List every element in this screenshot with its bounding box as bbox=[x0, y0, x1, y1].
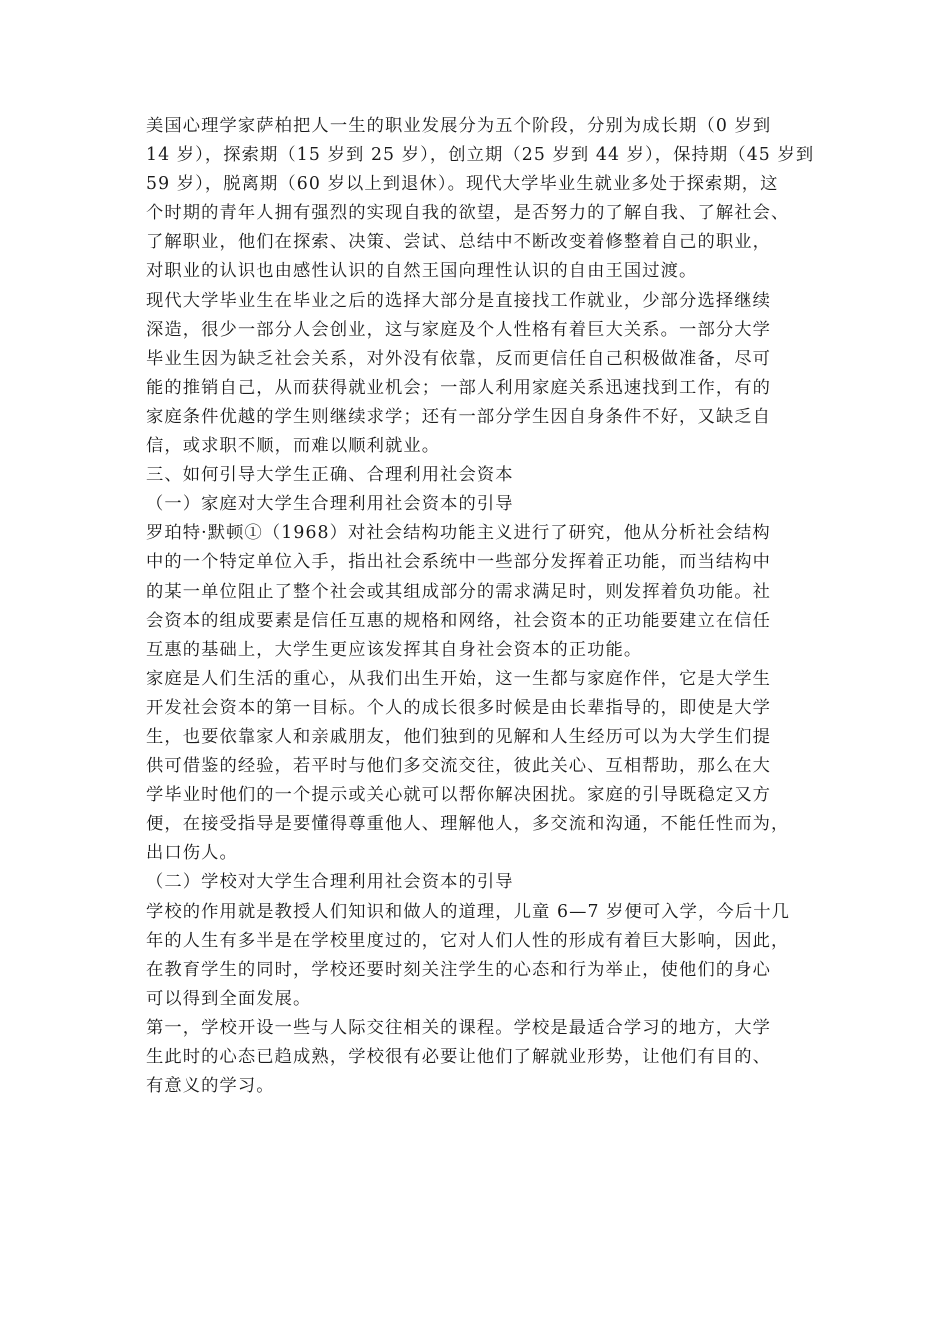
text-line: 14 岁），探索期（15 岁到 25 岁），创立期（25 岁到 44 岁），保持期（45 岁到 bbox=[146, 145, 815, 166]
text-line: 个时期的青年人拥有强烈的实现自我的欲望，是否努力的了解自我、了解社会、 bbox=[146, 203, 790, 224]
text-line: 了解职业，他们在探索、决策、尝试、总结中不断改变着修整着自己的职业， bbox=[146, 232, 771, 253]
text-line: 对职业的认识也由感性认识的自然王国向理性认识的自由王国过渡。 bbox=[146, 261, 698, 282]
document-page bbox=[146, 112, 816, 1101]
text-line: 有意义的学习。 bbox=[146, 1076, 275, 1097]
text-line: 出口伤人。 bbox=[146, 843, 238, 864]
text-line: 学校的作用就是教授人们知识和做人的道理，儿童 6—7 岁便可入学，今后十几 bbox=[146, 901, 790, 922]
text-line: 深造，很少一部分人会创业，这与家庭及个人性格有着巨大关系。一部分大学 bbox=[146, 319, 771, 340]
text-line: 信，或求职不顺，而难以顺利就业。 bbox=[146, 436, 441, 457]
text-line: 美国心理学家萨柏把人一生的职业发展分为五个阶段，分别为成长期（0 岁到 bbox=[146, 116, 772, 136]
text-line: 现代大学毕业生在毕业之后的选择大部分是直接找工作就业，少部分选择继续 bbox=[146, 290, 771, 311]
section-heading: 三、如何引导大学生正确、合理利用社会资本 bbox=[146, 465, 514, 486]
subsection-heading: （一）家庭对大学生合理利用社会资本的引导 bbox=[146, 494, 514, 515]
text-line: 毕业生因为缺乏社会关系，对外没有依靠，反而更信任自己积极做准备，尽可 bbox=[146, 348, 771, 369]
text-line: 会资本的组成要素是信任互惠的规格和网络，社会资本的正功能要建立在信任 bbox=[146, 610, 771, 631]
text-line: 能的推销自己，从而获得就业机会；一部人利用家庭关系迅速找到工作，有的 bbox=[146, 377, 771, 398]
text-line: 生此时的心态已趋成熟，学校很有必要让他们了解就业形势，让他们有目的、 bbox=[146, 1047, 771, 1067]
text-line: 59 岁），脱离期（60 岁以上到退休）。现代大学毕业生就业多处于探索期，这 bbox=[146, 174, 779, 195]
subsection-heading: （二）学校对大学生合理利用社会资本的引导 bbox=[146, 872, 514, 893]
text-line: 罗珀特·默顿①（1968）对社会结构功能主义进行了研究，他从分析社会结构 bbox=[146, 523, 771, 544]
text-line: 学毕业时他们的一个提示或关心就可以帮你解决困扰。家庭的引导既稳定又方 bbox=[146, 785, 771, 806]
text-line: 便，在接受指导是要懂得尊重他人、理解他人，多交流和沟通，不能任性而为， bbox=[146, 814, 790, 835]
text-line: 中的一个特定单位入手，指出社会系统中一些部分发挥着正功能，而当结构中 bbox=[146, 552, 771, 573]
text-line: 生，也要依靠家人和亲戚朋友，他们独到的见解和人生经历可以为大学生们提 bbox=[146, 726, 771, 747]
text-line: 的某一单位阻止了整个社会或其组成部分的需求满足时，则发挥着负功能。社 bbox=[146, 581, 771, 602]
text-line: 家庭条件优越的学生则继续求学；还有一部分学生因自身条件不好，又缺乏自 bbox=[146, 406, 771, 427]
text-line: 第一，学校开设一些与人际交往相关的课程。学校是最适合学习的地方，大学 bbox=[146, 1017, 771, 1038]
text-line: 供可借鉴的经验，若平时与他们多交流交往，彼此关心、互相帮助，那么在大 bbox=[146, 756, 771, 777]
text-line: 家庭是人们生活的重心，从我们出生开始，这一生都与家庭作伴，它是大学生 bbox=[146, 668, 771, 689]
text-line: 开发社会资本的第一目标。个人的成长很多时候是由长辈指导的，即使是大学 bbox=[146, 697, 771, 718]
text-line: 可以得到全面发展。 bbox=[146, 988, 312, 1009]
text-line: 年的人生有多半是在学校里度过的，它对人们人性的形成有着巨大影响，因此， bbox=[146, 930, 790, 951]
text-line: 在教育学生的同时，学校还要时刻关注学生的心态和行为举止，使他们的身心 bbox=[146, 959, 771, 980]
text-line: 互惠的基础上，大学生更应该发挥其自身社会资本的正功能。 bbox=[146, 639, 643, 660]
